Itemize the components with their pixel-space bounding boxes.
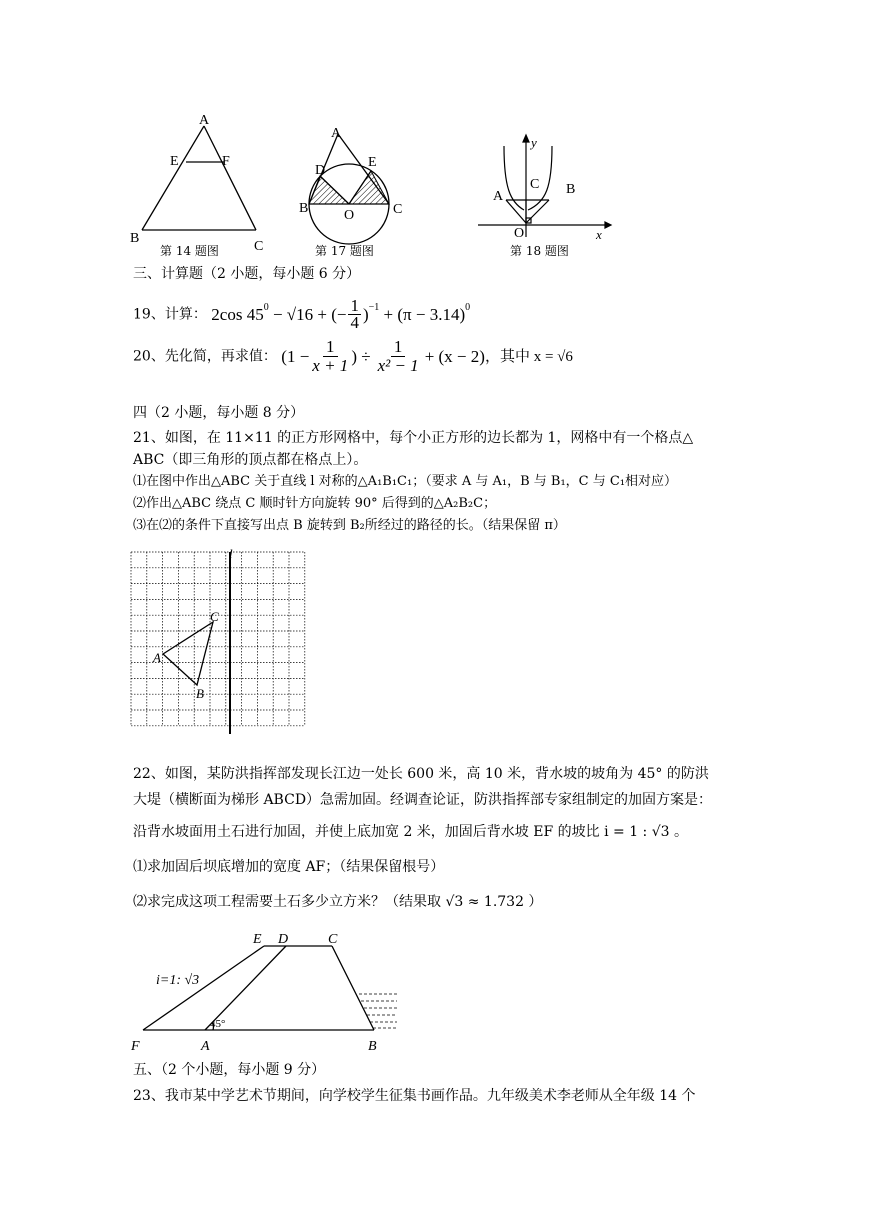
q22-line1: 22、如图，某防洪指挥部发现长江边一处长 600 米，高 10 米，背水坡的坡角为 45° 的防洪 [133, 766, 709, 782]
label-x: x [596, 227, 602, 242]
figure-18-caption: 第 18 题图 [510, 244, 569, 258]
figure-17 [295, 120, 415, 260]
q19-expr-a: 2cos 45 [211, 304, 264, 324]
q21-line1: 21、如图，在 11×11 的正方形网格中，每个小正方形的边长都为 1，网格中有一个格点△ [133, 430, 694, 446]
label-F: F [222, 154, 230, 169]
q19-minus: − √16 + (− [268, 304, 347, 324]
q19-sup0: 0 [263, 302, 269, 313]
label-B: B [196, 686, 204, 701]
question-20 [133, 338, 573, 375]
label-B: B [299, 201, 309, 216]
q19-frac-num: 1 [350, 296, 359, 315]
q19-sup1: −1 [368, 302, 380, 313]
label-E: E [253, 932, 262, 947]
section-5-title: 五、（2 个小题，每小题 9 分） [133, 1062, 326, 1078]
q22-dam-figure [125, 928, 410, 1058]
q19-tail2: + (π − 3.14) [379, 304, 466, 324]
label-F: F [131, 1039, 140, 1054]
label-B: B [130, 231, 140, 246]
angle-label: 45° [210, 1018, 226, 1030]
q20-f2-num: 1 [391, 338, 406, 357]
label-A: A [201, 1039, 210, 1054]
label-A: A [153, 650, 161, 665]
label-E: E [368, 155, 377, 170]
label-A: A [493, 189, 504, 204]
figure-18 [470, 132, 615, 247]
label-B: B [368, 1039, 377, 1054]
q20-p3: + (x − 2) [424, 346, 485, 366]
label-A: A [199, 113, 210, 128]
figure-17-caption: 第 17 题图 [315, 244, 374, 258]
label-y: y [531, 135, 537, 150]
q21-item2: ⑵作出△ABC 绕点 C 顺时针方向旋转 90° 后得到的△A₂B₂C； [133, 496, 497, 511]
label-C: C [393, 202, 403, 217]
q21-line2: ABC（即三角形的顶点都在格点上）。 [133, 452, 368, 468]
section-3-title: 三、计算题（2 小题，每小题 6 分） [133, 266, 361, 282]
q20-f2-den: x² − 1 [377, 356, 419, 375]
q20-p2: ) ÷ [351, 346, 371, 366]
q19-sup2: 0 [465, 302, 471, 313]
label-l: l [229, 546, 233, 561]
q21-grid-figure [125, 546, 325, 742]
label-C: C [254, 239, 264, 254]
q19-prefix: 19、计算： [133, 306, 207, 323]
label-O: O [344, 208, 355, 223]
q19-tail: ) [362, 304, 369, 324]
q20-f1-num: 1 [323, 338, 338, 357]
q21-item1: ⑴在图中作出△ABC 关于直线 l 对称的△A₁B₁C₁；（要求 A 与 A₁，B 与 B₁，C 与 C₁相对应） [133, 474, 678, 489]
q22-line2: 大堤（横断面为梯形 ABCD）急需加固。经调查论证，防洪指挥部专家组制定的加固方案是： [133, 792, 713, 808]
q22-line3: 沿背水坡面用土石进行加固，并使上底加宽 2 米，加固后背水坡 EF 的坡比 i = 1 : √3 。 [133, 824, 689, 840]
section-4-title: 四（2 小题，每小题 8 分） [133, 405, 305, 421]
label-B: B [566, 182, 576, 197]
label-C: C [328, 932, 338, 947]
label-C: C [530, 177, 540, 192]
q20-prefix: 20、先化简，再求值： [133, 348, 277, 365]
q20-p4: ，其中 x = √6 [484, 348, 573, 365]
q22-item1: ⑴求加固后坝底增加的宽度 AF；（结果保留根号） [133, 859, 445, 875]
figure-14-caption: 第 14 题图 [160, 244, 219, 258]
q20-p1: (1 − [281, 346, 310, 366]
label-E: E [170, 154, 179, 169]
q23-line1: 23、我市某中学艺术节期间，向学校学生征集书画作品。九年级美术李老师从全年级 14 个 [133, 1088, 696, 1104]
slope-ratio: i=1: √3 [156, 973, 200, 988]
q22-item2: ⑵求完成这项工程需要土石多少立方米？（结果取 √3 ≈ 1.732 ） [133, 894, 543, 910]
label-D: D [278, 932, 289, 947]
label-O: O [514, 226, 525, 241]
q19-frac-den: 4 [350, 313, 359, 332]
label-C: C [210, 609, 219, 624]
label-D: D [315, 163, 326, 178]
label-A: A [331, 126, 342, 141]
q20-f1-den: x + 1 [312, 356, 349, 375]
figure-14 [125, 110, 285, 260]
q21-item3: ⑶在⑵的条件下直接写出点 B 旋转到 B₂所经过的路径的长。（结果保留 π） [133, 518, 566, 533]
question-19 [133, 298, 470, 331]
